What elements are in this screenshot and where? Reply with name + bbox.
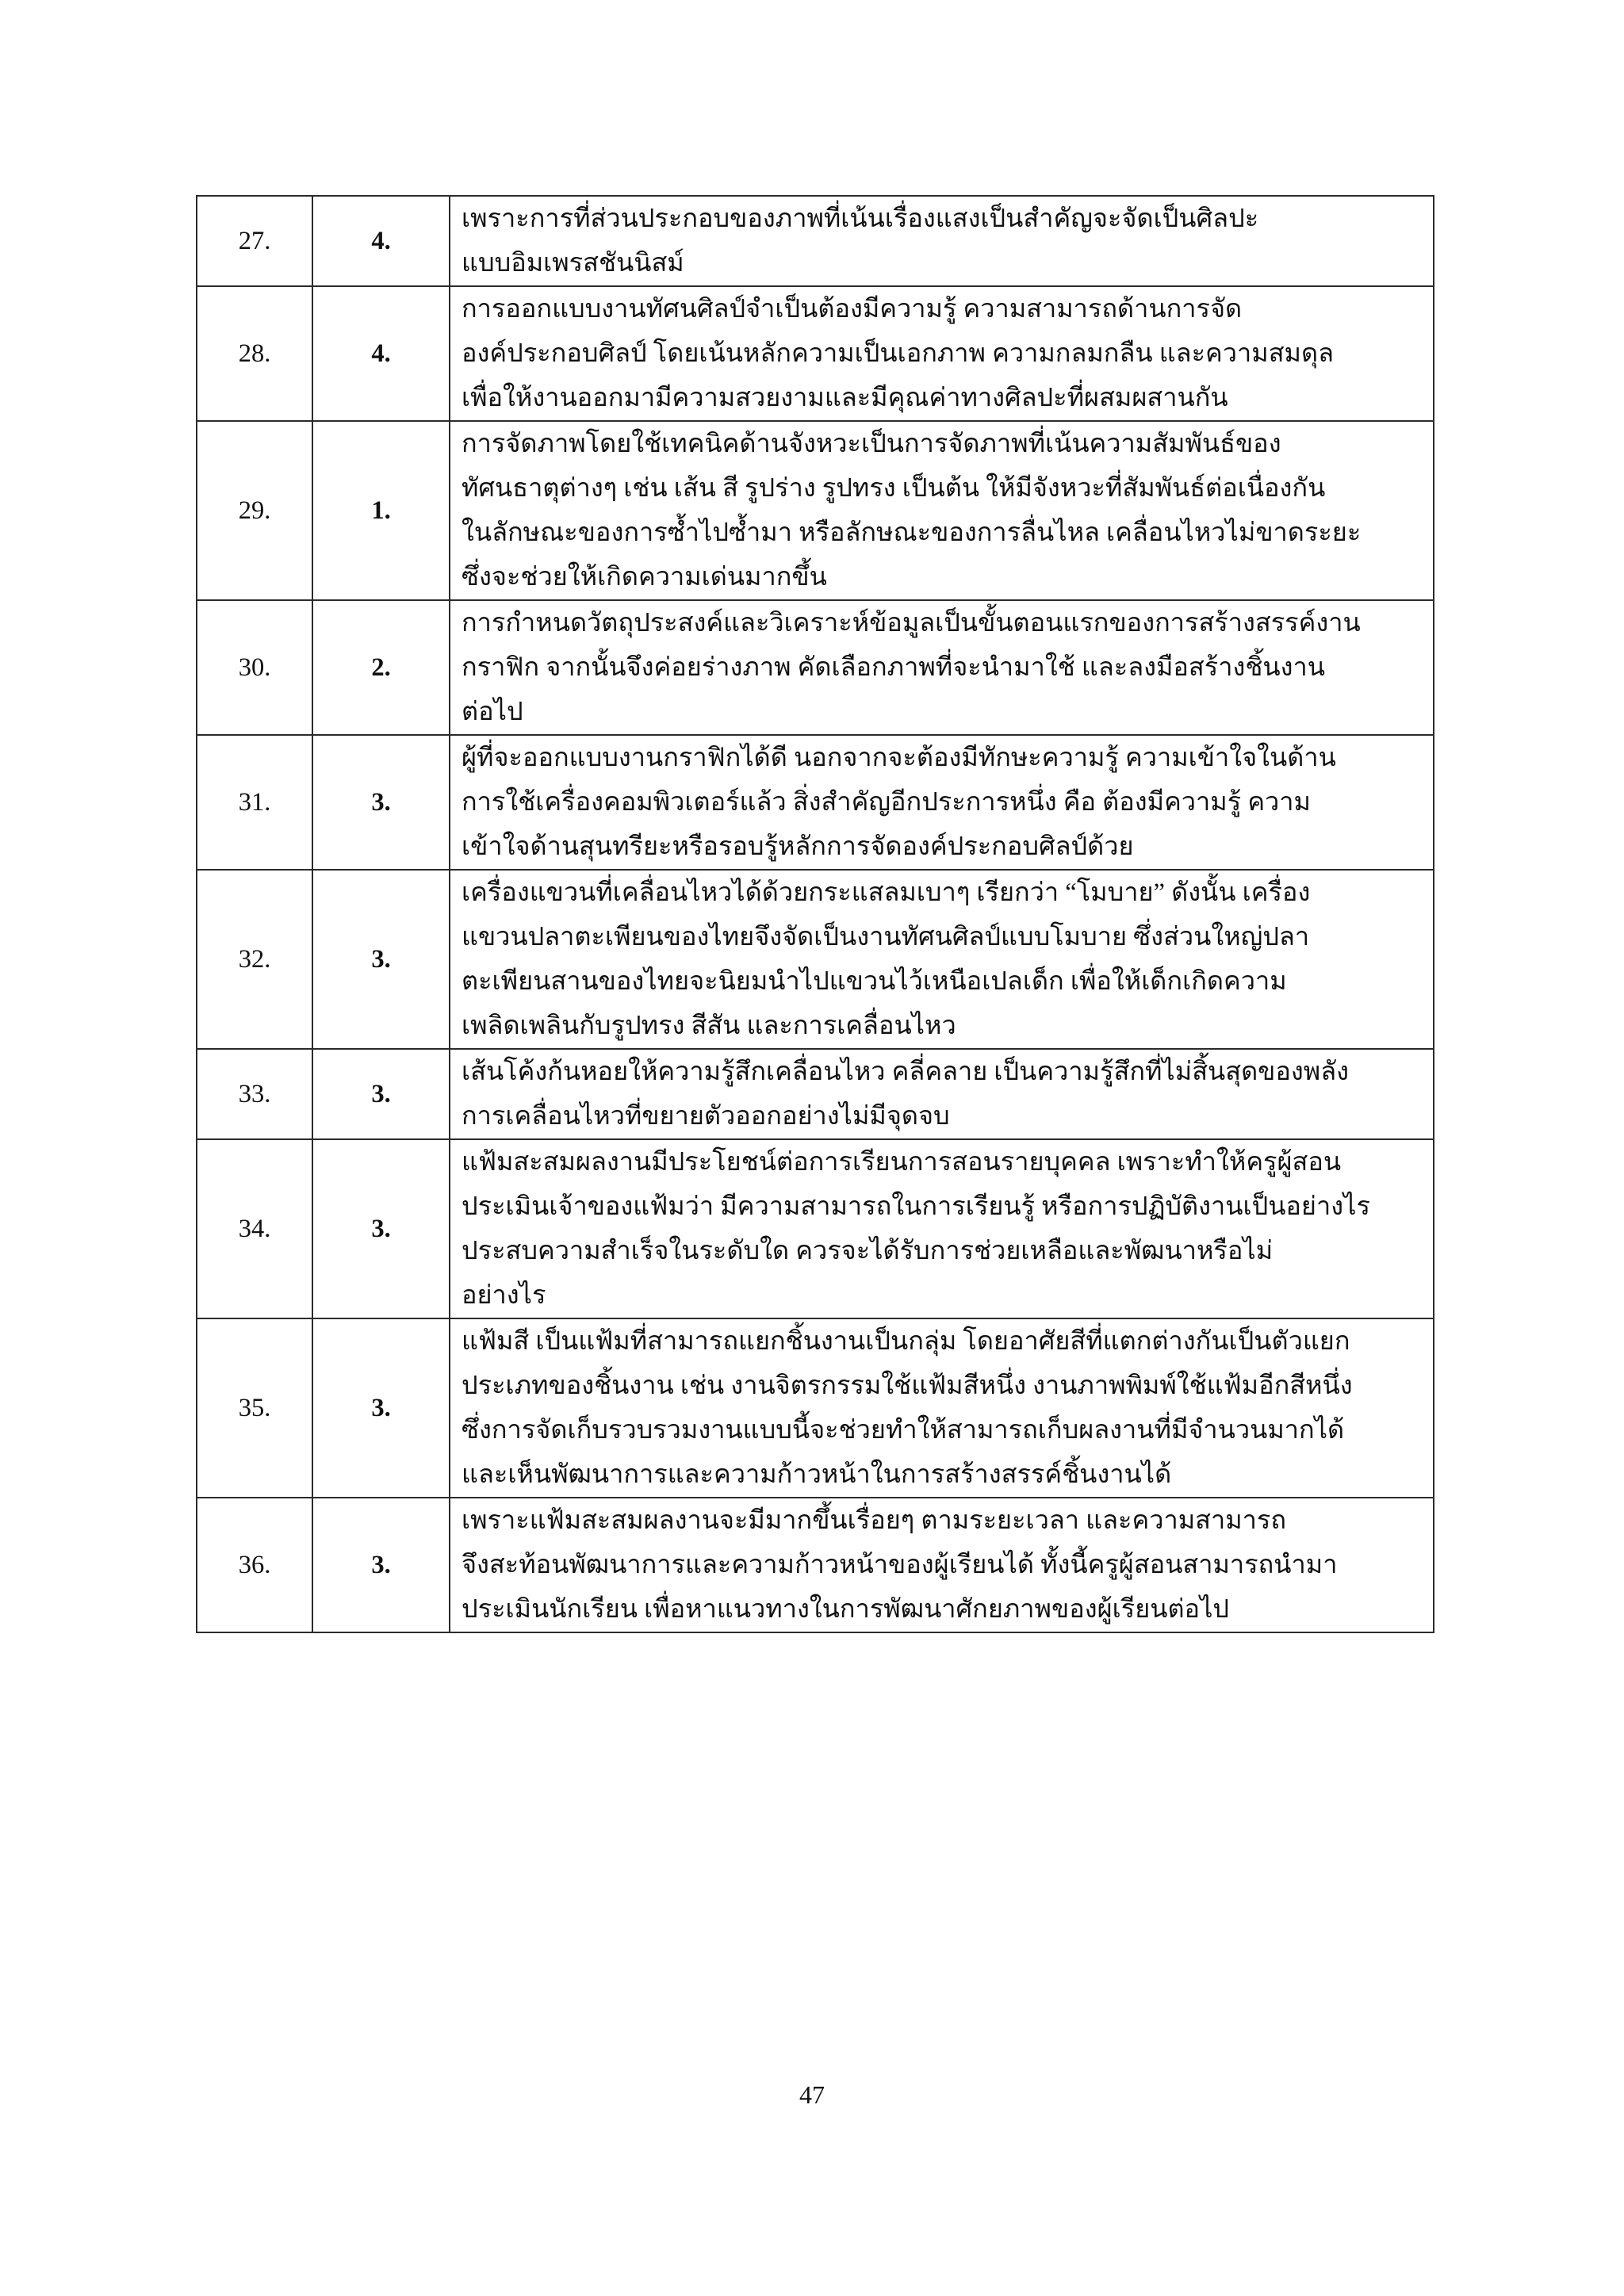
question-number: 30.	[197, 600, 312, 735]
table-row	[197, 870, 1434, 1049]
question-number: 36.	[197, 1498, 312, 1632]
page-number: 47	[799, 2080, 825, 2109]
question-number: 29.	[197, 421, 312, 600]
explanation-line: ประสบความสำเร็จในระดับใด ควรจะได้รับการช่วยเหลือและพัฒนาหรือไม่	[462, 1237, 1274, 1265]
answer-choice: 1.	[312, 421, 450, 600]
answer-choice: 3.	[312, 1318, 450, 1498]
explanation-line: เพลิดเพลินกับรูปทรง สีสัน และการเคลื่อนไหว	[462, 1012, 956, 1040]
table-row	[197, 196, 1434, 286]
explanation-line: ทัศนธาตุต่างๆ เช่น เส้น สี รูปร่าง รูปทรง เป็นต้น ให้มีจังหวะที่สัมพันธ์ต่อเนื่องกัน	[462, 474, 1326, 503]
explanation-line: องค์ประกอบศิลป์ โดยเน้นหลักความเป็นเอกภาพ ความกลมกลืน และความสมดุล	[462, 339, 1334, 368]
explanation-line: จึงสะท้อนพัฒนาการและความก้าวหน้าของผู้เรียนได้ ทั้งนี้ครูผู้สอนสามารถนำมา	[462, 1551, 1338, 1579]
explanation-line: ผู้ที่จะออกแบบงานกราฟิกได้ดี นอกจากจะต้องมีทักษะความรู้ ความเข้าใจในด้าน	[462, 744, 1336, 772]
explanation-line: ประเมินเจ้าของแฟ้มว่า มีความสามารถในการเรียนรู้ หรือการปฏิบัติงานเป็นอย่างไร	[462, 1192, 1370, 1221]
question-number: 28.	[197, 286, 312, 421]
table-row	[197, 735, 1434, 870]
question-number: 32.	[197, 870, 312, 1049]
question-number: 33.	[197, 1049, 312, 1139]
table-row	[197, 421, 1434, 600]
explanation	[450, 600, 1434, 735]
table-row	[197, 286, 1434, 421]
explanation-line: ประเมินนักเรียน เพื่อหาแนวทางในการพัฒนาศักยภาพของผู้เรียนต่อไป	[462, 1595, 1230, 1624]
explanation-line: แบบอิมเพรสชันนิสม์	[462, 249, 684, 277]
question-number: 34.	[197, 1139, 312, 1318]
explanation-line: ตะเพียนสานของไทยจะนิยมนำไปแขวนไว้เหนือเปลเด็ก เพื่อให้เด็กเกิดความ	[462, 967, 1287, 996]
explanation	[450, 1049, 1434, 1139]
answer-key-rows	[197, 196, 1434, 1632]
explanation	[450, 1139, 1434, 1318]
question-number: 27.	[197, 196, 312, 286]
explanation-line: และเห็นพัฒนาการและความก้าวหน้าในการสร้างสรรค์ชิ้นงานได้	[462, 1460, 1172, 1489]
explanation-line: แฟ้มสะสมผลงานมีประโยชน์ต่อการเรียนการสอนรายบุคคล เพราะทำให้ครูผู้สอน	[462, 1148, 1342, 1177]
explanation	[450, 1318, 1434, 1498]
explanation-line: การใช้เครื่องคอมพิวเตอร์แล้ว สิ่งสำคัญอีกประการหนึ่ง คือ ต้องมีความรู้ ความ	[462, 788, 1311, 817]
explanation-line: อย่างไร	[462, 1281, 546, 1310]
explanation	[450, 1498, 1434, 1632]
answer-choice: 4.	[312, 196, 450, 286]
explanation	[450, 735, 1434, 870]
explanation-line: เพราะการที่ส่วนประกอบของภาพที่เน้นเรื่องแสงเป็นสำคัญจะจัดเป็นศิลปะ	[462, 205, 1259, 233]
explanation-line: เส้นโค้งก้นหอยให้ความรู้สึกเคลื่อนไหว คลี่คลาย เป็นความรู้สึกที่ไม่สิ้นสุดของพลัง	[462, 1058, 1349, 1086]
question-number: 35.	[197, 1318, 312, 1498]
explanation-line: แขวนปลาตะเพียนของไทยจึงจัดเป็นงานทัศนศิลป์แบบโมบาย ซึ่งส่วนใหญ่ปลา	[462, 923, 1310, 951]
table-row	[197, 1318, 1434, 1498]
answer-key-table	[196, 195, 1434, 1633]
answer-choice: 2.	[312, 600, 450, 735]
explanation-line: เครื่องแขวนที่เคลื่อนไหวได้ด้วยกระแสลมเบาๆ เรียกว่า “โมบาย” ดังนั้น เครื่อง	[462, 878, 1311, 907]
explanation-line: ต่อไป	[462, 698, 523, 726]
table-row	[197, 1049, 1434, 1139]
explanation-line: การกำหนดวัตถุประสงค์และวิเคราะห์ข้อมูลเป็นขั้นตอนแรกของการสร้างสรรค์งาน	[462, 609, 1361, 637]
table-row	[197, 600, 1434, 735]
explanation	[450, 421, 1434, 600]
explanation-line: ประเภทของชิ้นงาน เช่น งานจิตรกรรมใช้แฟ้มสีหนึ่ง งานภาพพิมพ์ใช้แฟ้มอีกสีหนึ่ง	[462, 1372, 1353, 1400]
explanation-line: ซึ่งการจัดเก็บรวบรวมงานแบบนี้จะช่วยทำให้สามารถเก็บผลงานที่มีจำนวนมากได้	[462, 1416, 1345, 1445]
explanation-line: การออกแบบงานทัศนศิลป์จำเป็นต้องมีความรู้ ความสามารถด้านการจัด	[462, 295, 1243, 323]
answer-choice: 3.	[312, 870, 450, 1049]
table-row	[197, 1139, 1434, 1318]
explanation	[450, 286, 1434, 421]
explanation-line: แฟ้มสี เป็นแฟ้มที่สามารถแยกชิ้นงานเป็นกลุ่ม โดยอาศัยสีที่แตกต่างกันเป็นตัวแยก	[462, 1327, 1350, 1356]
explanation-line: ในลักษณะของการซ้ำไปซ้ำมา หรือลักษณะของการลื่นไหล เคลื่อนไหวไม่ขาดระยะ	[462, 519, 1362, 547]
table-row	[197, 1498, 1434, 1632]
explanation-line: ซึ่งจะช่วยให้เกิดความเด่นมากขึ้น	[462, 563, 827, 591]
explanation-line: การจัดภาพโดยใช้เทคนิคด้านจังหวะเป็นการจัดภาพที่เน้นความสัมพันธ์ของ	[462, 430, 1281, 458]
answer-choice: 3.	[312, 735, 450, 870]
answer-choice: 3.	[312, 1049, 450, 1139]
question-number: 31.	[197, 735, 312, 870]
explanation-line: เพราะแฟ้มสะสมผลงานจะมีมากขึ้นเรื่อยๆ ตามระยะเวลา และความสามารถ	[462, 1506, 1287, 1535]
explanation	[450, 196, 1434, 286]
explanation	[450, 870, 1434, 1049]
explanation-line: กราฟิก จากนั้นจึงค่อยร่างภาพ คัดเลือกภาพที่จะนำมาใช้ และลงมือสร้างชิ้นงาน	[462, 653, 1325, 682]
answer-choice: 3.	[312, 1139, 450, 1318]
answer-choice: 4.	[312, 286, 450, 421]
explanation-line: เพื่อให้งานออกมามีความสวยงามและมีคุณค่าทางศิลปะที่ผสมผสานกัน	[462, 384, 1228, 412]
answer-choice: 3.	[312, 1498, 450, 1632]
explanation-line: เข้าใจด้านสุนทรียะหรือรอบรู้หลักการจัดองค์ประกอบศิลป์ด้วย	[462, 832, 1134, 861]
explanation-line: การเคลื่อนไหวที่ขยายตัวออกอย่างไม่มีจุดจบ	[462, 1102, 950, 1131]
